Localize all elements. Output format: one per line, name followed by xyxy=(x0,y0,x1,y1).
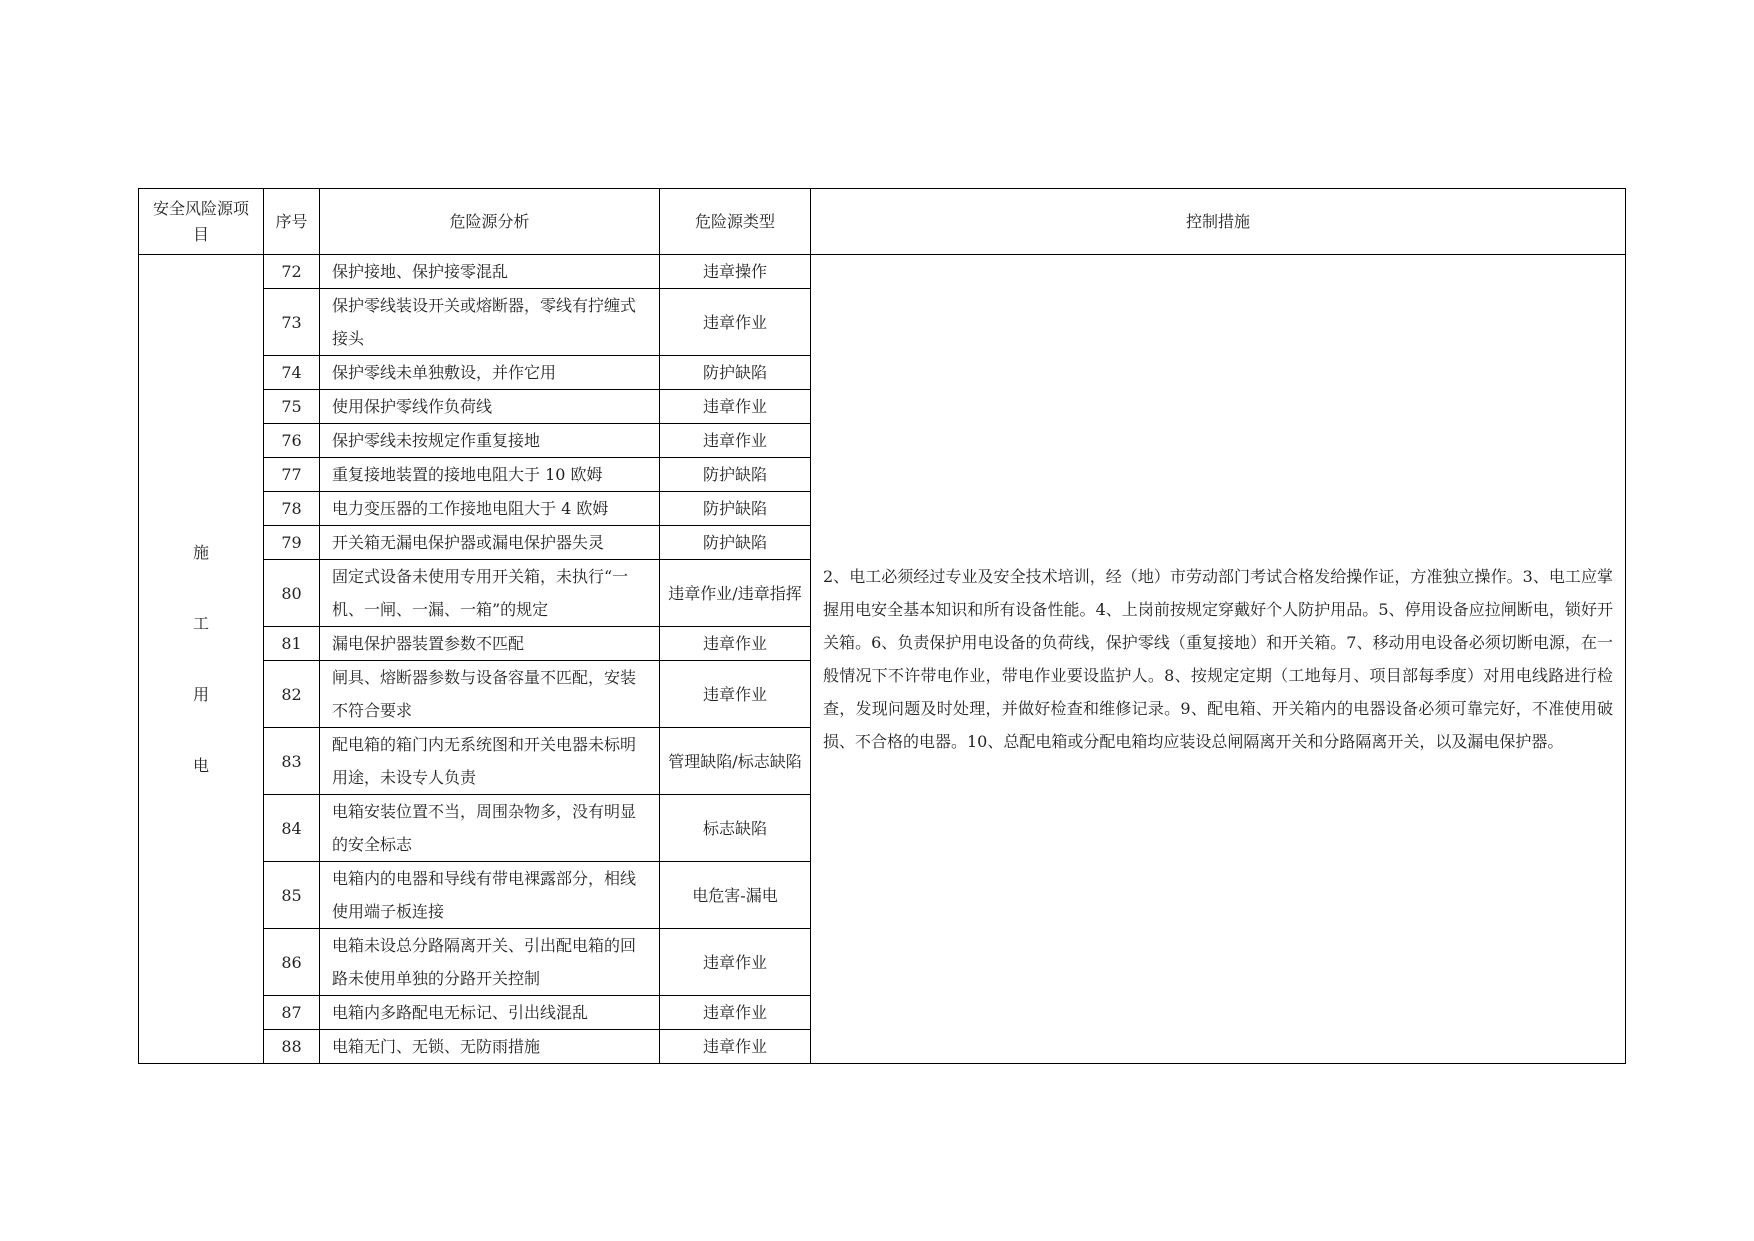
row-number: 88 xyxy=(264,1030,320,1064)
row-number: 82 xyxy=(264,661,320,728)
hazard-type: 违章作业/违章指挥 xyxy=(660,560,811,627)
hazard-type: 违章作业 xyxy=(660,390,811,424)
project-char: 工 xyxy=(192,614,209,633)
hazard-analysis: 重复接地装置的接地电阻大于 10 欧姆 xyxy=(320,458,660,492)
hazard-type: 管理缺陷/标志缺陷 xyxy=(660,728,811,795)
hazard-type: 违章作业 xyxy=(660,424,811,458)
row-number: 75 xyxy=(264,390,320,424)
row-number: 76 xyxy=(264,424,320,458)
hazard-type: 防护缺陷 xyxy=(660,458,811,492)
hazard-analysis: 保护零线未单独敷设，并作它用 xyxy=(320,356,660,390)
hazard-type: 违章作业 xyxy=(660,627,811,661)
hazard-analysis: 电箱未设总分路隔离开关、引出配电箱的回路未使用单独的分路开关控制 xyxy=(320,929,660,996)
project-cell xyxy=(139,255,264,1064)
table-row xyxy=(139,255,1626,289)
hazard-type: 违章作业 xyxy=(660,289,811,356)
header-project: 安全风险源项目 xyxy=(139,189,264,255)
hazard-type: 违章作业 xyxy=(660,996,811,1030)
hazard-type: 违章作业 xyxy=(660,929,811,996)
hazard-type: 违章作业 xyxy=(660,661,811,728)
row-number: 80 xyxy=(264,560,320,627)
hazard-analysis: 电箱内的电器和导线有带电裸露部分，相线使用端子板连接 xyxy=(320,862,660,929)
hazard-analysis: 电箱内多路配电无标记、引出线混乱 xyxy=(320,996,660,1030)
row-number: 81 xyxy=(264,627,320,661)
hazard-analysis: 闸具、熔断器参数与设备容量不匹配，安装不符合要求 xyxy=(320,661,660,728)
project-char: 施 xyxy=(192,543,209,562)
hazard-type: 违章作业 xyxy=(660,1030,811,1064)
control-measures: 2、电工必须经过专业及安全技术培训，经（地）市劳动部门考试合格发给操作证，方准独立操作。3、电工应掌握用电安全基本知识和所有设备性能。4、上岗前按规定穿戴好个人防护用品。5、停用设备应拉闸断电，锁好开关箱。6、负责保护用电设备的负荷线，保护零线（重复接地）和开关箱。7、移动用电设备必须切断电源，在一般情况下不许带电作业，带电作业要设监护人。8、按规定定期（工地每月、项目部每季度）对用电线路进行检查，发现问题及时处理，并做好检查和维修记录。9、配电箱、开关箱内的电器设备必须可靠完好，不准使用破损、不合格的电器。10、总配电箱或分配电箱均应装设总闸隔离开关和分路隔离开关，以及漏电保护器。 xyxy=(811,255,1626,1064)
hazard-type: 防护缺陷 xyxy=(660,492,811,526)
hazard-analysis: 保护接地、保护接零混乱 xyxy=(320,255,660,289)
hazard-type: 防护缺陷 xyxy=(660,356,811,390)
row-number: 74 xyxy=(264,356,320,390)
hazard-type: 防护缺陷 xyxy=(660,526,811,560)
row-number: 79 xyxy=(264,526,320,560)
row-number: 84 xyxy=(264,795,320,862)
row-number: 87 xyxy=(264,996,320,1030)
hazard-analysis: 保护零线未按规定作重复接地 xyxy=(320,424,660,458)
project-char: 用 xyxy=(192,685,209,704)
header-type: 危险源类型 xyxy=(660,189,811,255)
row-number: 72 xyxy=(264,255,320,289)
hazard-analysis: 漏电保护器装置参数不匹配 xyxy=(320,627,660,661)
row-number: 73 xyxy=(264,289,320,356)
hazard-analysis: 开关箱无漏电保护器或漏电保护器失灵 xyxy=(320,526,660,560)
hazard-type: 违章操作 xyxy=(660,255,811,289)
risk-source-table xyxy=(138,188,1626,1064)
header-no: 序号 xyxy=(264,189,320,255)
hazard-analysis: 电箱无门、无锁、无防雨措施 xyxy=(320,1030,660,1064)
row-number: 78 xyxy=(264,492,320,526)
hazard-analysis: 配电箱的箱门内无系统图和开关电器未标明用途，未设专人负责 xyxy=(320,728,660,795)
project-char: 电 xyxy=(192,756,209,775)
hazard-type: 标志缺陷 xyxy=(660,795,811,862)
header-analysis: 危险源分析 xyxy=(320,189,660,255)
hazard-analysis: 电箱安装位置不当，周围杂物多，没有明显的安全标志 xyxy=(320,795,660,862)
table-header-row xyxy=(139,189,1626,255)
hazard-analysis: 电力变压器的工作接地电阻大于 4 欧姆 xyxy=(320,492,660,526)
row-number: 83 xyxy=(264,728,320,795)
row-number: 85 xyxy=(264,862,320,929)
row-number: 86 xyxy=(264,929,320,996)
header-control: 控制措施 xyxy=(811,189,1626,255)
hazard-analysis: 保护零线装设开关或熔断器，零线有拧缠式接头 xyxy=(320,289,660,356)
row-number: 77 xyxy=(264,458,320,492)
hazard-analysis: 使用保护零线作负荷线 xyxy=(320,390,660,424)
hazard-analysis: 固定式设备未使用专用开关箱，未执行“一机、一闸、一漏、一箱”的规定 xyxy=(320,560,660,627)
hazard-type: 电危害-漏电 xyxy=(660,862,811,929)
